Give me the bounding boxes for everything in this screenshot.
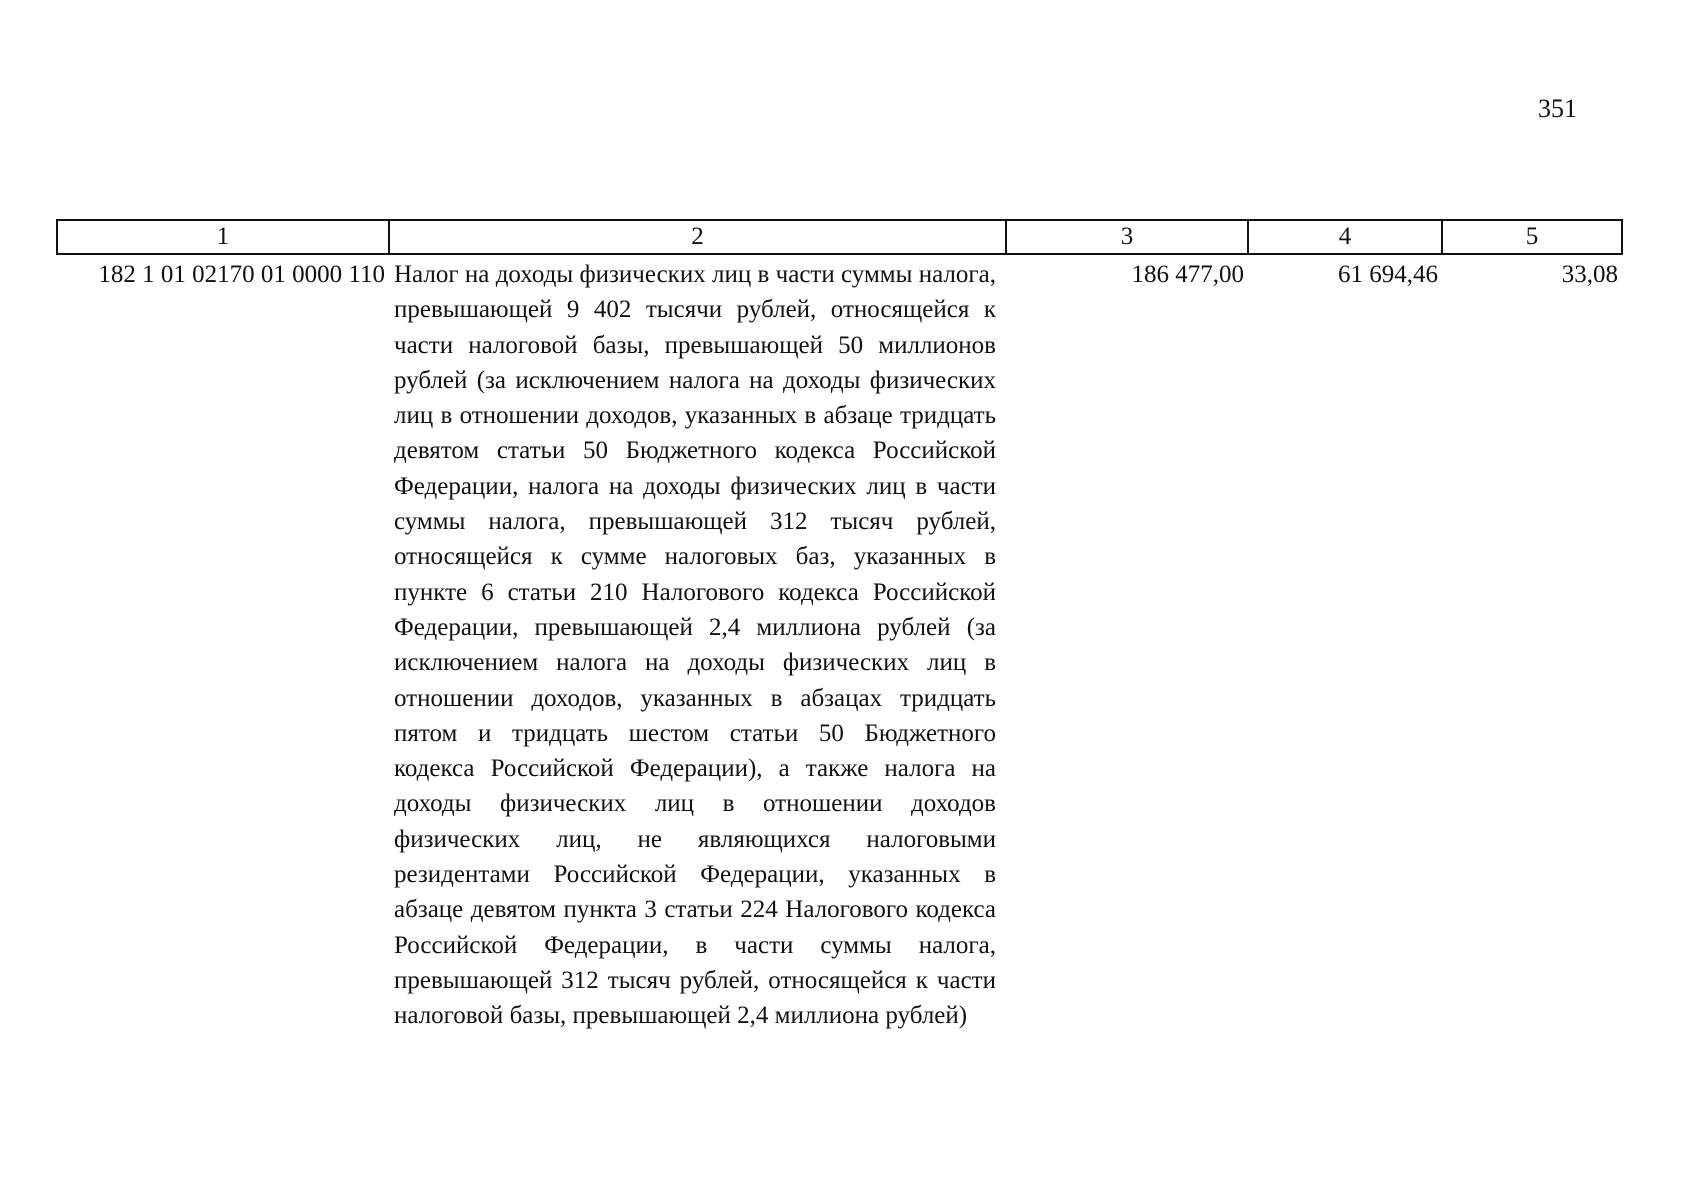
value-column-5: 33,08: [1561, 261, 1618, 288]
revenue-description: Налог на доходы физических лиц в части суммы налога, превышающей 9 402 тысячи рублей, относящейся к части налоговой базы, превышающей 50 миллионов рублей (за исключением налога на доходы физических лиц в отношении доходов, указанных в абзаце тридцать девятом статьи 50 Бюджетного кодекса Российской Федерации, налога на доходы физических лиц в части суммы налога, превышающей 312 тысяч рублей, относящейся к сумме налоговых баз, указанных в пункте 6 статьи 210 Налогового кодекса Российской Федерации, превышающей 2,4 миллиона рублей (за исключением налога на доходы физических лиц в отношении доходов, указанных в абзацах тридцать пятом и тридцать шестом статьи 50 Бюджетного кодекса Российской Федерации), а также налога на доходы физических лиц в отношении доходов физических лиц, не являющихся налоговыми резидентами Российской Федерации, указанных в абзаце девятом пункта 3 статьи 224 Налогового кодекса Российской Федерации, в части суммы налога, превышающей 312 тысяч рублей, относящейся к части налоговой базы, превышающей 2,4 миллиона рублей): [394, 261, 996, 1030]
table-row: [57, 254, 1622, 1035]
column-header-2: 2: [389, 220, 1006, 254]
column-header-5: 5: [1442, 220, 1622, 254]
page-number: 351: [1538, 94, 1577, 123]
column-header-3: 3: [1006, 220, 1248, 254]
column-header-4: 4: [1248, 220, 1442, 254]
value-column-4: 61 694,46: [1338, 261, 1438, 288]
column-header-1: 1: [57, 220, 389, 254]
value-column-3: 186 477,00: [1131, 261, 1244, 288]
table-header-row: [57, 220, 1622, 254]
budget-classification-code: 182 1 01 02170 01 0000 110: [98, 261, 385, 288]
budget-revenue-table: [56, 219, 1623, 1035]
